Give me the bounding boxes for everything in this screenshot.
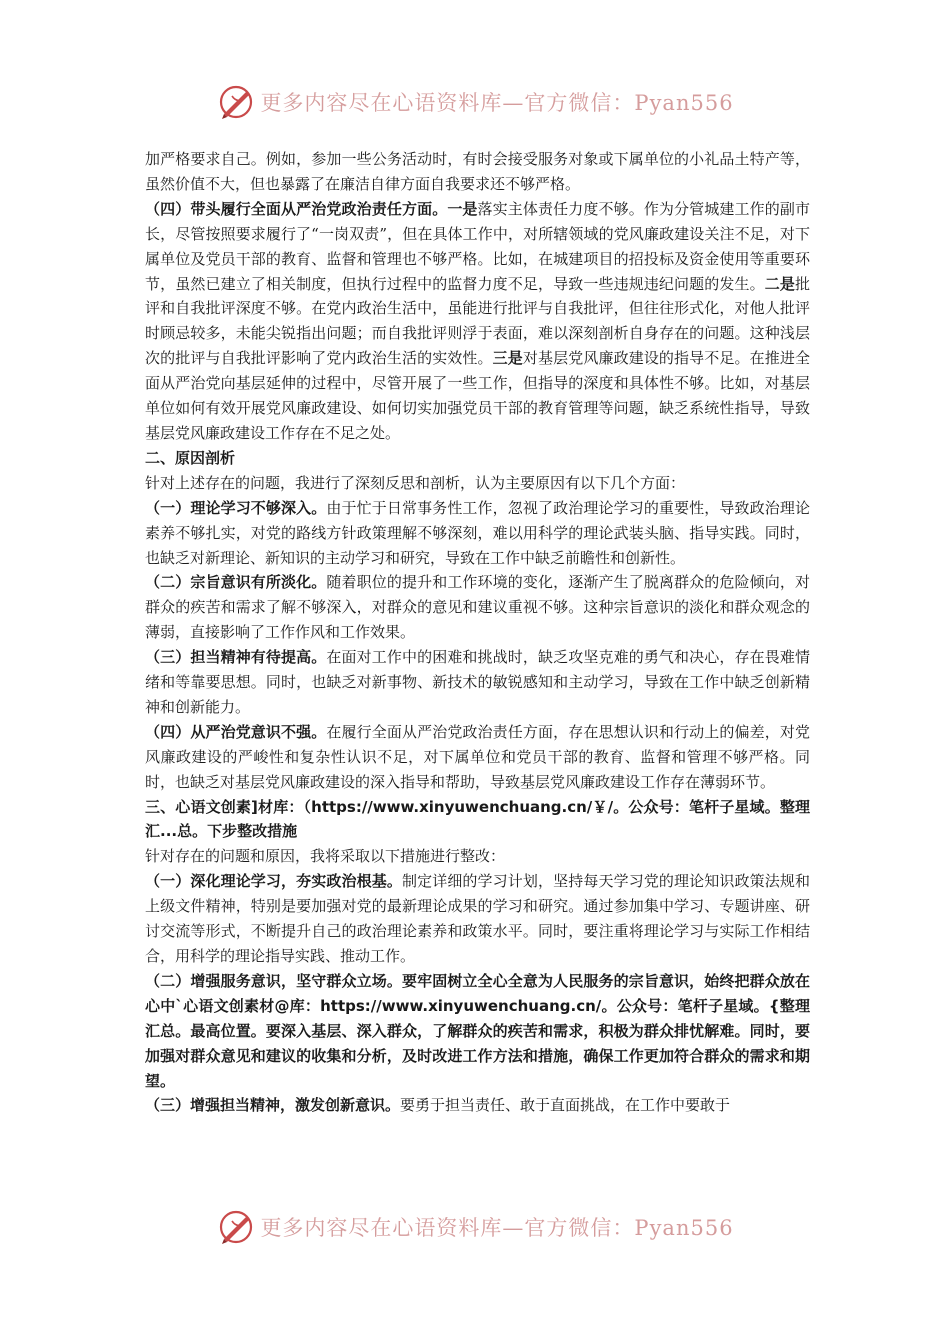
paragraph bbox=[145, 1093, 810, 1118]
body-text: 制定详细的学习计划，坚持每天学习党的理论知识政策法规和上级文件精神，特别是要加强对党的最新理论成果的学习和研究。通过参加集中学习、专题讲座、研讨交流等形式，不断提升自己的政治理论素养和政策水平。同时，要注重将理论学习与实际工作相结合，用科学的理论指导实践、推动工作。 bbox=[145, 872, 810, 965]
body-text: 要勇于担当责任、敢于直面挑战，在工作中要敢于 bbox=[400, 1096, 731, 1115]
bold-lead-text: 三是 bbox=[492, 349, 523, 368]
watermark-text: 更多内容尽在心语资料库—官方微信：Pyan556 bbox=[260, 1216, 734, 1240]
bold-lead-text: （二）宗旨意识有所淡化。 bbox=[145, 573, 327, 592]
sans-bold-text: （二）增强服务意识，坚守群众立场。要牢固树立全心全意为人民服务的宗旨意识，始终把群众放在心中`心语文创素材@库：https://www.xinyuwenchuang.cn/。公众号：笔杆子星域。{整理汇总。最高位置。要深入基层、深入群众，了解群众的疾苦和需求，积极为群众排忧解难。同时，要加强对群众意见和建议的收集和分析，及时改进工作方法和措施，确保工作更加符合群众的需求和期望。 bbox=[145, 971, 810, 1090]
bold-lead-text: 二是 bbox=[764, 274, 795, 293]
pen-logo-icon bbox=[216, 82, 256, 122]
paragraph bbox=[145, 197, 810, 446]
paragraph bbox=[145, 645, 810, 720]
pen-logo-icon bbox=[216, 1207, 256, 1247]
paragraph bbox=[145, 471, 810, 496]
paragraph bbox=[145, 844, 810, 869]
body-text: 对基层党风廉政建设的指导不足。在推进全面从严治党向基层延伸的过程中，尽管开展了一些工作，但指导的深度和具体性不够。比如，对基层单位如何有效开展党风廉政建设、如何切实加强党员干部的教育管理等问题，缺乏系统性指导，导致基层党风廉政建设工作存在不足之处。 bbox=[145, 349, 810, 442]
bold-lead-text: （四）带头履行全面从严治党政治责任方面。 bbox=[145, 199, 448, 218]
body-text: 在履行全面从严治党政治责任方面，存在思想认识和行动上的偏差，对党风廉政建设的严峻性和复杂性认识不足，对下属单位和党员干部的教育、监督和管理不够严格。同时，也缺乏对基层党风廉政建设的深入指导和帮助，导致基层党风廉政建设工作存在薄弱环节。 bbox=[145, 722, 810, 791]
body-text: 在面对工作中的困难和挑战时，缺乏攻坚克难的勇气和决心，存在畏难情绪和等靠要思想。同时，也缺乏对新事物、新技术的敏锐感知和主动学习，导致在工作中缺乏创新精神和创新能力。 bbox=[145, 648, 810, 716]
bold-lead-text: 二、原因剖析 bbox=[145, 448, 236, 467]
paragraph bbox=[145, 570, 810, 645]
bold-lead-text: （一）理论学习不够深入。 bbox=[145, 498, 327, 517]
body-text: 随着职位的提升和工作环境的变化，逐渐产生了脱离群众的危险倾向，对群众的疾苦和需求了解不够深入，对群众的意见和建议重视不够。这种宗旨意识的淡化和群众观念的薄弱，直接影响了工作作风和工作效果。 bbox=[145, 573, 810, 642]
document-body bbox=[145, 147, 810, 1118]
bold-lead-text: 一是 bbox=[447, 199, 478, 218]
body-text: 针对上述存在的问题，我进行了深刻反思和剖析，认为主要原因有以下几个方面： bbox=[145, 473, 686, 492]
paragraph bbox=[145, 720, 810, 795]
bold-lead-text: （四）从严治党意识不强。 bbox=[145, 722, 327, 741]
bold-lead-text: （三）担当精神有待提高。 bbox=[145, 648, 327, 667]
paragraph bbox=[145, 446, 810, 471]
watermark-header bbox=[0, 82, 950, 122]
paragraph bbox=[145, 869, 810, 969]
bold-lead-text: （三）增强担当精神，激发创新意识。 bbox=[145, 1096, 401, 1115]
paragraph bbox=[145, 147, 810, 197]
body-text: 由于忙于日常事务性工作，忽视了政治理论学习的重要性，导致政治理论素养不够扎实，对党的路线方针政策理解不够深刻，难以用科学的理论武装头脑、指导实践。同时，也缺乏对新理论、新知识的主动学习和研究，导致在工作中缺乏前瞻性和创新性。 bbox=[145, 498, 810, 567]
body-text: 落实主体责任力度不够。作为分管城建工作的副市长，尽管按照要求履行了“一岗双责”，但在具体工作中，对所辖领域的党风廉政建设关注不足，对下属单位及党员干部的教育、监督和管理也不够严格。比如，在城建项目的招投标及资金使用等重要环节，虽然已建立了相关制度，但执行过程中的监督力度不足，导致一些违规违纪问题的发生。 bbox=[145, 199, 810, 293]
body-text: 批评和自我批评深度不够。在党内政治生活中，虽能进行批评与自我批评，但往往形式化，对他人批评时顾忌较多，未能尖锐指出问题；而自我批评则浮于表面，难以深刻剖析自身存在的问题。这种浅层次的批评与自我批评影响了党内政治生活的实效性。 bbox=[145, 274, 810, 368]
sans-bold-text: 三、心语文创素]材库：（https://www.xinyuwenchuang.cn/￥/。公众号：笔杆子星域。整理汇...总。下步整改措施 bbox=[145, 797, 810, 841]
body-text: 针对存在的问题和原因，我将采取以下措施进行整改： bbox=[145, 847, 506, 866]
paragraph bbox=[145, 969, 810, 1094]
watermark-footer bbox=[0, 1207, 950, 1247]
body-text: 加严格要求自己。例如，参加一些公务活动时，有时会接受服务对象或下属单位的小礼品土特产等，虽然价值不大，但也暴露了在廉洁自律方面自我要求还不够严格。 bbox=[145, 150, 810, 193]
paragraph bbox=[145, 496, 810, 571]
watermark-text: 更多内容尽在心语资料库—官方微信：Pyan556 bbox=[260, 91, 734, 115]
bold-lead-text: （一）深化理论学习，夯实政治根基。 bbox=[145, 872, 402, 891]
paragraph bbox=[145, 795, 810, 845]
